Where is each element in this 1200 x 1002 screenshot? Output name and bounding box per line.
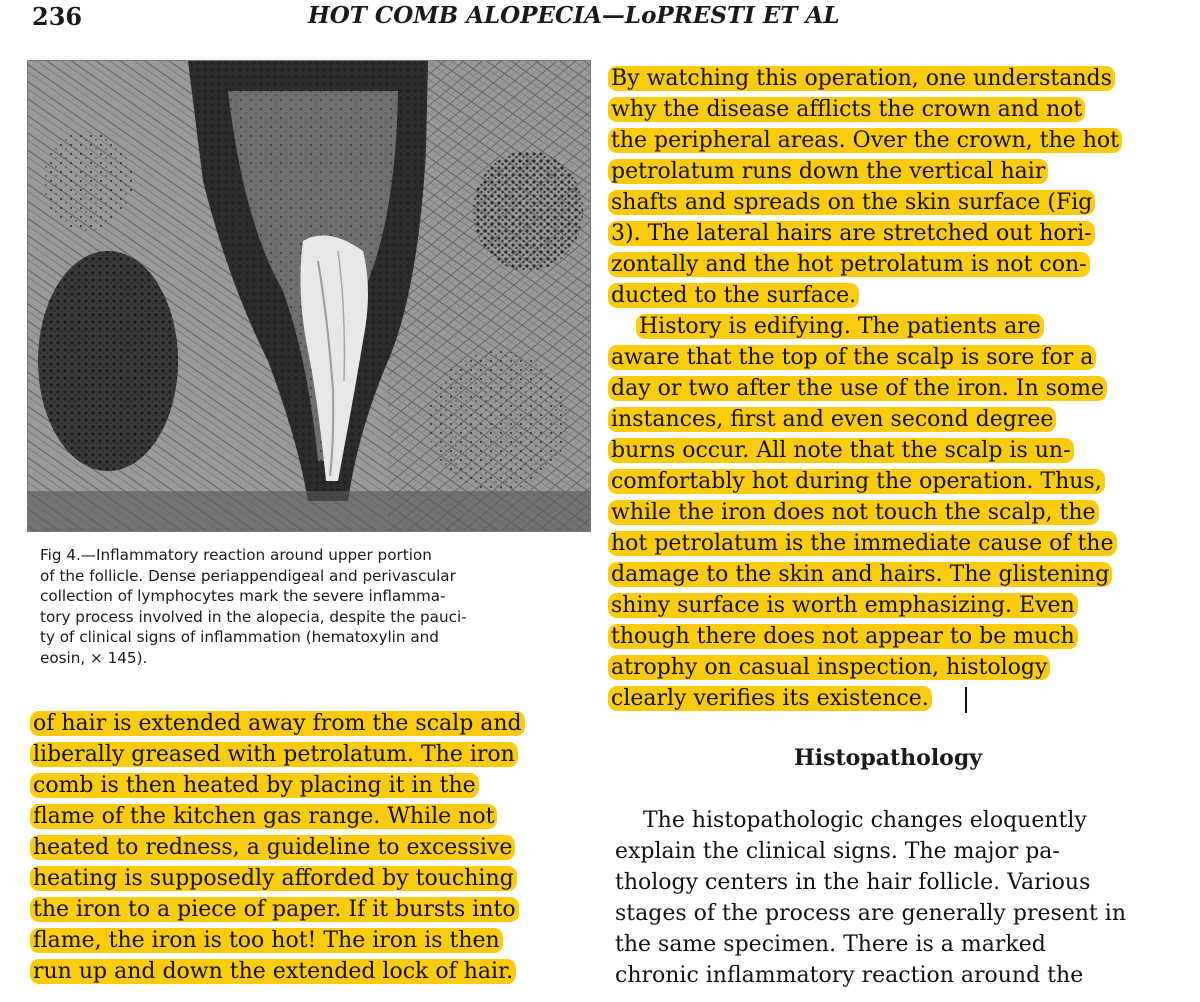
text-line [30, 925, 590, 956]
highlighted-text: flame of the kitchen gas range. While not [30, 804, 497, 829]
highlighted-text: the iron to a piece of paper. If it bursts into [30, 897, 519, 922]
text-line [608, 218, 1168, 249]
body-text: thology centers in the hair follicle. Various [615, 870, 1091, 895]
text-line [608, 280, 1168, 311]
text-line [612, 867, 1172, 898]
body-text: stages of the process are generally present in [615, 901, 1126, 926]
highlighted-text: run up and down the extended lock of hair. [30, 959, 516, 984]
page-number: 236 [32, 2, 83, 31]
text-line [608, 528, 1168, 559]
highlighted-text: of hair is extended away from the scalp and [30, 711, 525, 736]
text-line [30, 956, 590, 987]
text-line [608, 125, 1168, 156]
text-line [608, 590, 1168, 621]
text-line [30, 863, 590, 894]
text-line [608, 683, 1168, 714]
caption-line: ty of clinical signs of inflammation (hematoxylin and [40, 628, 439, 646]
text-line [612, 960, 1172, 991]
caption-line: of the follicle. Dense periappendigeal and perivascular [40, 566, 456, 585]
highlighted-text: History is edifying. The patients are [636, 314, 1044, 339]
text-line [612, 929, 1172, 960]
highlighted-text: ducted to the surface. [608, 283, 859, 308]
highlighted-text: atrophy on casual inspection, histology [608, 655, 1050, 680]
highlighted-text: By watching this operation, one understands [608, 66, 1115, 91]
text-line [608, 621, 1168, 652]
text-line [608, 652, 1168, 683]
highlighted-text: damage to the skin and hairs. The glistening [608, 562, 1112, 587]
text-line [30, 708, 590, 739]
highlighted-text: day or two after the use of the iron. In some [608, 376, 1107, 401]
highlighted-text: the peripheral areas. Over the crown, the hot [608, 128, 1122, 153]
text-line [608, 63, 1168, 94]
body-text: explain the clinical signs. The major pa- [615, 839, 1060, 864]
running-head: HOT COMB ALOPECIA—LoPRESTI ET AL [308, 2, 840, 29]
text-line [30, 894, 590, 925]
highlighted-text: why the disease afflicts the crown and not [608, 97, 1085, 122]
body-text: chronic inflammatory reaction around the [615, 963, 1084, 988]
text-line [608, 373, 1168, 404]
highlighted-text: comfortably hot during the operation. Thus, [608, 469, 1105, 494]
text-line [612, 805, 1172, 836]
text-line [608, 249, 1168, 280]
text-line [30, 739, 590, 770]
text-line [608, 559, 1168, 590]
body-text: The histopathologic changes eloquently [643, 808, 1087, 833]
highlighted-text: flame, the iron is too hot! The iron is then [30, 928, 503, 953]
text-line [608, 466, 1168, 497]
highlighted-text: instances, first and even second degree [608, 407, 1056, 432]
caption-line: collection of lymphocytes mark the severe inflamma- [40, 587, 446, 605]
figure-micrograph [27, 60, 591, 532]
body-text: the same specimen. There is a marked [615, 932, 1046, 957]
highlighted-text: burns occur. All note that the scalp is un- [608, 438, 1074, 463]
text-line [30, 801, 590, 832]
section-heading: Histopathology [793, 745, 983, 771]
highlighted-text: clearly verifies its existence. [608, 686, 932, 711]
text-line [608, 497, 1168, 528]
highlighted-text: petrolatum runs down the vertical hair [608, 159, 1048, 184]
highlighted-text: though there does not appear to be much [608, 624, 1078, 649]
text-line [608, 94, 1168, 125]
text-cursor [965, 687, 967, 713]
text-line [608, 435, 1168, 466]
highlighted-text: liberally greased with petrolatum. The iron [30, 742, 518, 767]
highlighted-text: while the iron does not touch the scalp, the [608, 500, 1099, 525]
right-column-text [608, 63, 1168, 714]
figure-caption [40, 545, 590, 668]
text-line [612, 898, 1172, 929]
text-line [608, 342, 1168, 373]
left-column-text [30, 708, 590, 987]
caption-line: eosin, × 145). [40, 648, 148, 667]
histopathology-text [612, 805, 1172, 991]
highlighted-text: heated to redness, a guideline to excessive [30, 835, 515, 860]
text-line [608, 311, 1168, 342]
highlighted-text: heating is supposedly afforded by touching [30, 866, 517, 891]
text-line [30, 832, 590, 863]
text-line [30, 770, 590, 801]
text-line [608, 404, 1168, 435]
caption-line: tory process involved in the alopecia, despite the pauci- [40, 607, 467, 626]
caption-line: Fig 4.—Inflammatory reaction around upper portion [40, 546, 432, 564]
text-line [608, 187, 1168, 218]
highlighted-text: hot petrolatum is the immediate cause of the [608, 531, 1117, 556]
highlighted-text: 3). The lateral hairs are stretched out hori- [608, 221, 1095, 246]
highlighted-text: shiny surface is worth emphasizing. Even [608, 593, 1078, 618]
highlighted-text: zontally and the hot petrolatum is not con- [608, 252, 1090, 277]
text-line [608, 156, 1168, 187]
highlighted-text: shafts and spreads on the skin surface (Fig [608, 190, 1095, 215]
highlighted-text: comb is then heated by placing it in the [30, 773, 479, 798]
highlighted-text: aware that the top of the scalp is sore for a [608, 345, 1096, 370]
text-line [612, 836, 1172, 867]
